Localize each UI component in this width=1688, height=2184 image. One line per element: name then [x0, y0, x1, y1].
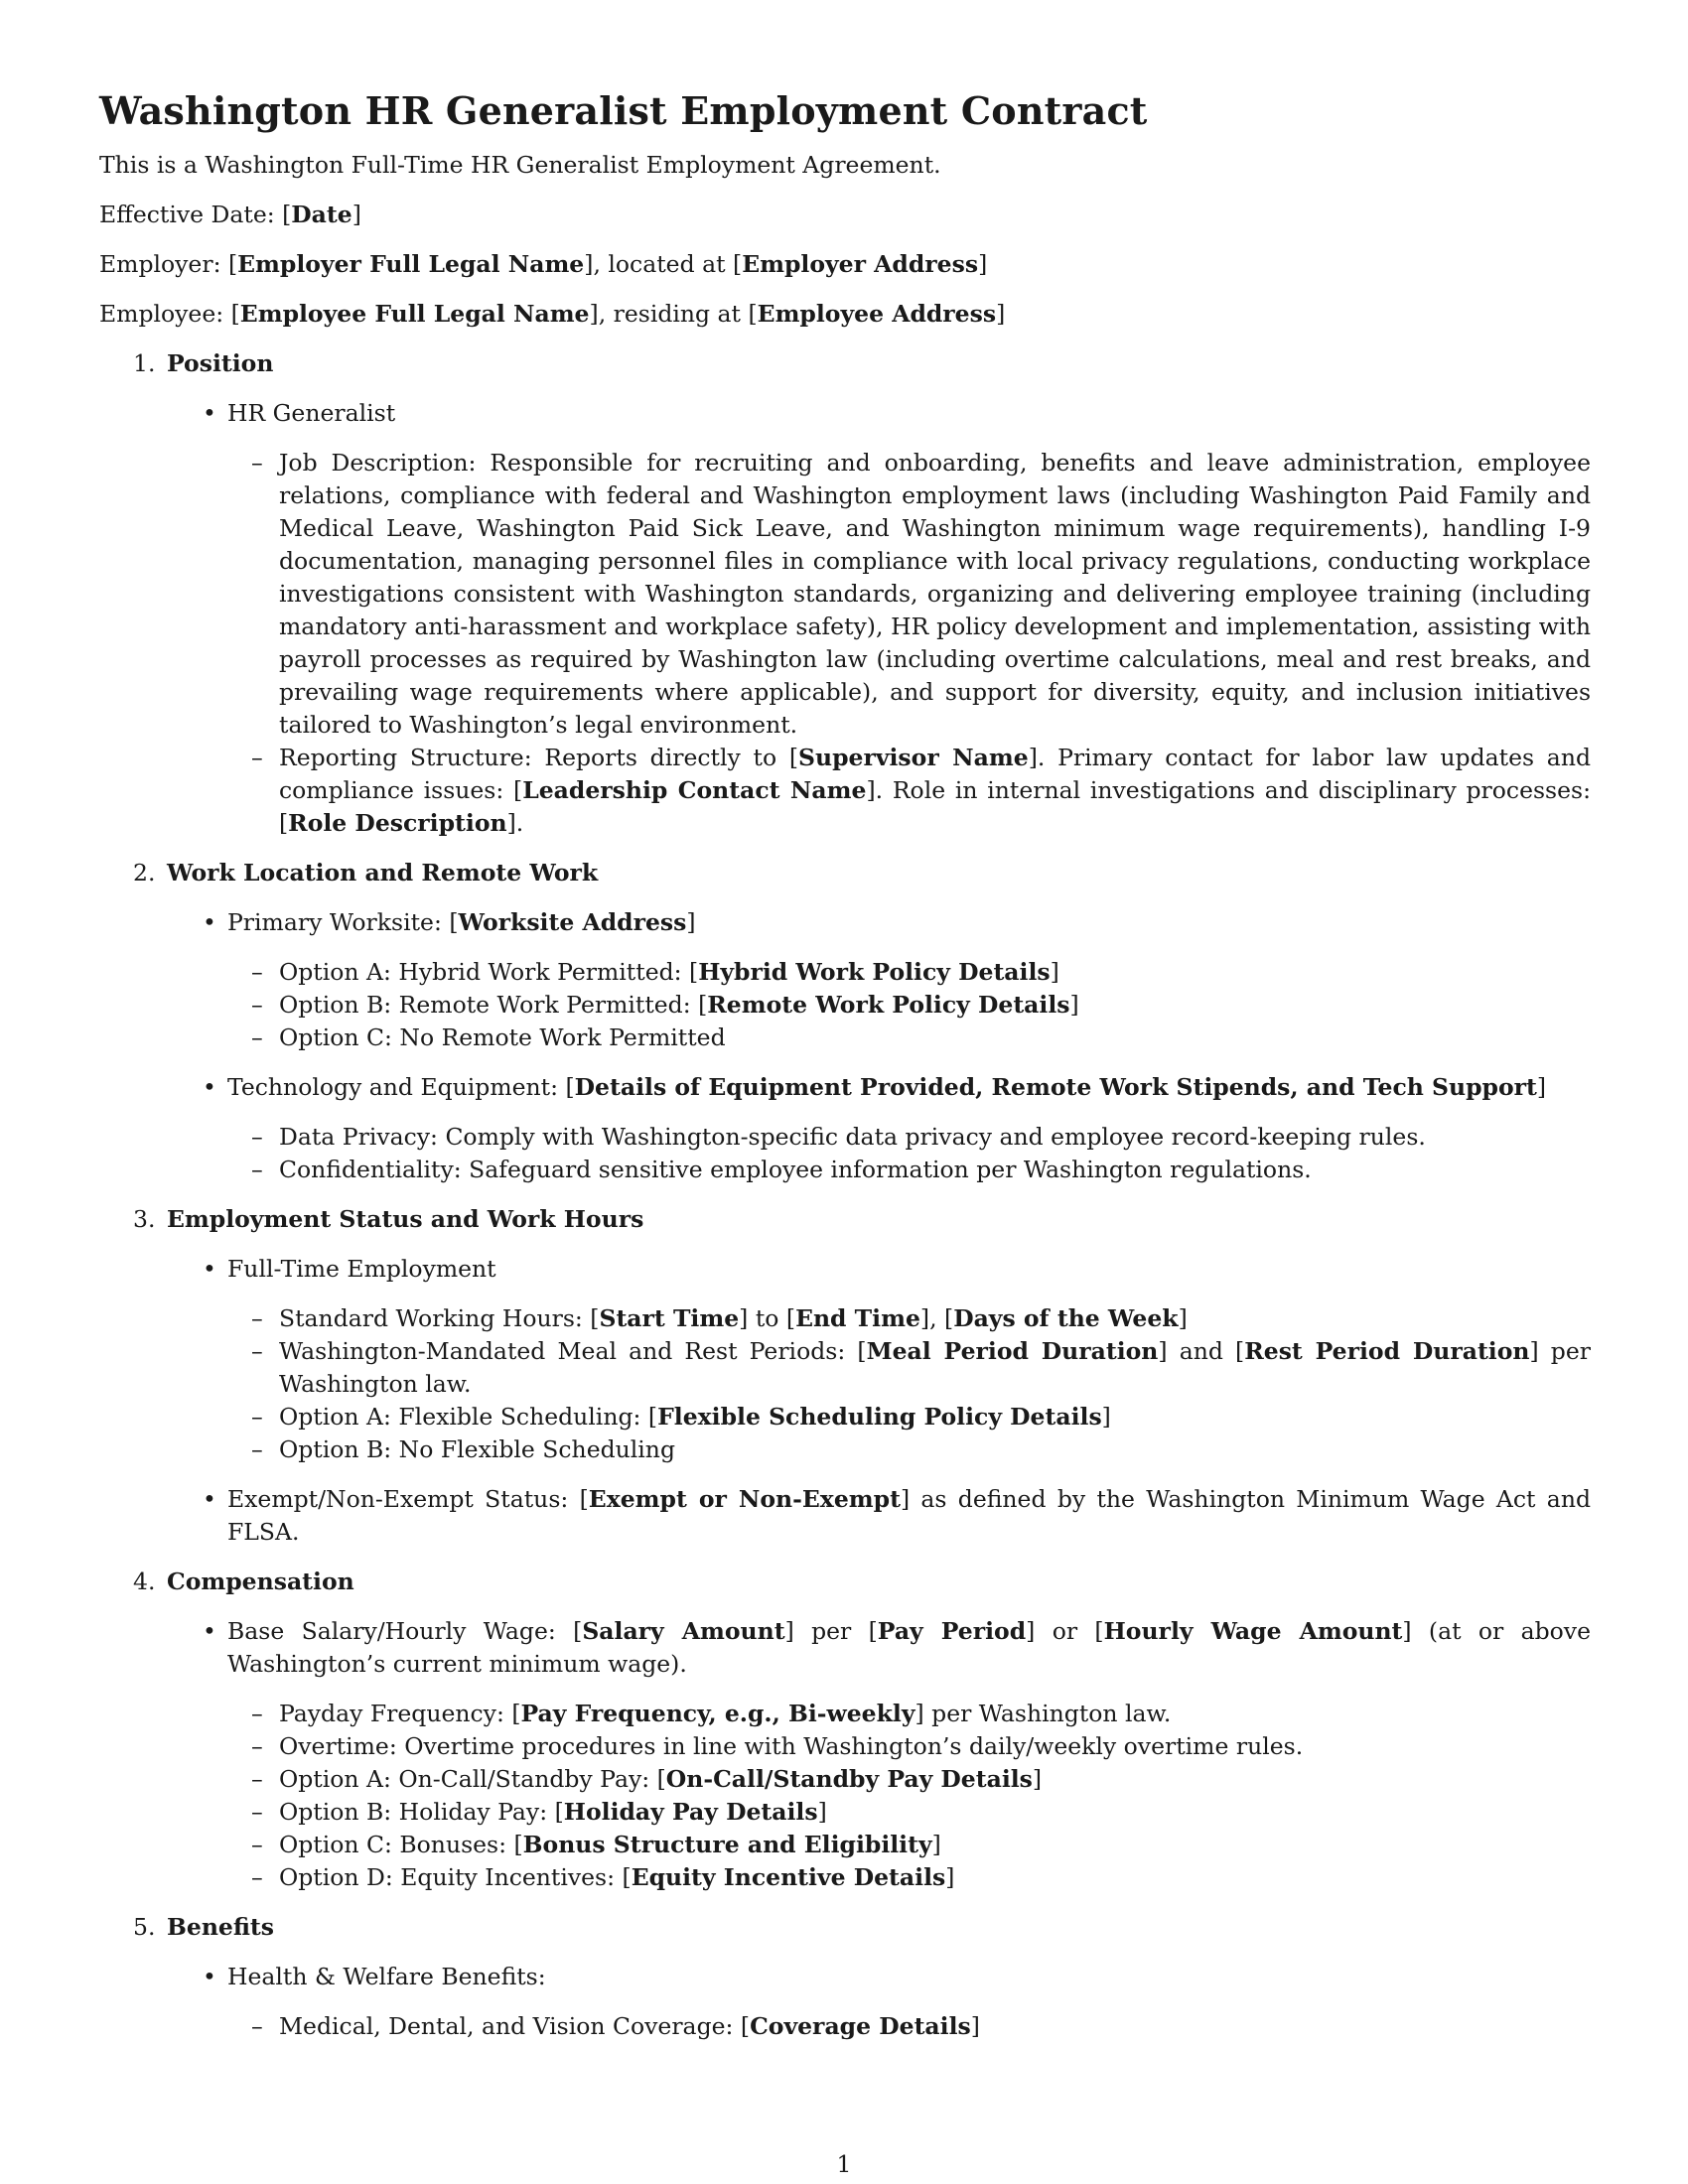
- dash-icon: –: [251, 1403, 263, 1431]
- section-employment-status: [99, 1203, 1591, 1549]
- list-item: – Standard Working Hours: [Start Time] to [End Time], [Days of the Week]: [227, 1302, 1591, 1335]
- employee-line: Employee: [Employee Full Legal Name], residing at [Employee Address]: [99, 300, 1006, 328]
- section-number: 2.: [133, 859, 156, 887]
- bullet-icon: •: [203, 1073, 216, 1101]
- list-item: – Payday Frequency: [Pay Frequency, e.g., Bi-weekly] per Washington law.: [227, 1698, 1591, 1730]
- dash-icon: –: [251, 1337, 263, 1365]
- bullet-item: • Health & Welfare Benefits: – Medical, Dental, and Vision Coverage: [Coverage Details]: [167, 1961, 1591, 2043]
- bullet-icon: •: [203, 1255, 216, 1283]
- list-item: – Option C: No Remote Work Permitted: [227, 1022, 1591, 1054]
- list-item: – Option A: Hybrid Work Permitted: [Hybrid Work Policy Details]: [227, 956, 1591, 989]
- section-title: Work Location and Remote Work: [167, 859, 599, 887]
- job-description: – Job Description: Responsible for recruiting and onboarding, benefits and leave administration, employee relations, compliance with federal and Washington employment laws (including Washington Paid Family and Medical Leave, Washington Paid Sick Leave, and Washington minimum wage requirements), handling I-9 documentation, managing personnel files in compliance with local privacy regulations, conducting workplace investigations consistent with Washington standards, organizing and delivering employee training (including mandatory anti-harassment and workplace safety), HR policy development and implementation, assisting with payroll processes as required by Washington law (including overtime calculations, meal and rest breaks, and prevailing wage requirements where applicable), and support for diversity, equity, and inclusion initiatives tailored to Washington’s legal environment.: [251, 449, 1591, 739]
- effective-date-placeholder: Date: [291, 201, 352, 228]
- contract-page: [99, 87, 1591, 2060]
- section-number: 4.: [133, 1568, 156, 1595]
- section-number: 1.: [133, 349, 156, 377]
- section-benefits: [99, 1911, 1591, 2043]
- bullet-item: • Full-Time Employment – Standard Working Hours: [Start Time] to [End Time], [Days of the Week] – Washington-Mandated Meal and Rest Periods: [Meal Period Duration] and [Rest Period Duration] per Washington law. – Option A: Flexible Scheduling: [Flexible Scheduling Policy Details] – Option B: No Flexible Scheduling: [167, 1253, 1591, 1466]
- section-number: 5.: [133, 1913, 156, 1941]
- employer-address-placeholder: Employer Address: [742, 250, 979, 278]
- dash-icon: –: [251, 1831, 263, 1858]
- list-item: – Option B: Holiday Pay: [Holiday Pay Details]: [227, 1796, 1591, 1829]
- bullet-item: • Base Salary/Hourly Wage: [Salary Amount] per [Pay Period] or [Hourly Wage Amount] (at or above Washington’s current minimum wage). – Payday Frequency: [Pay Frequency, e.g., Bi-weekly] per Washington law. – Overtime: Overtime procedures in line with Washington’s daily/weekly overtime rules. – Option A: On-Call/Standby Pay: [On-Call/Standby Pay Details] – Option B: Holiday Pay: [Holiday Pay Details] – Option C: Bonuses: [Bonus Structure and Eligibility] – Option D: Equity Incentives: [Equity Incentive Details]: [167, 1615, 1591, 1894]
- dash-icon: –: [251, 1024, 263, 1051]
- section-title: Position: [167, 349, 274, 377]
- bullet-icon: •: [203, 1485, 216, 1513]
- dash-icon: –: [251, 1863, 263, 1891]
- dash-icon: –: [251, 1798, 263, 1826]
- dash-icon: –: [251, 2012, 263, 2040]
- section-work-location: [99, 857, 1591, 1186]
- dash-icon: –: [251, 1156, 263, 1183]
- page-number: 1: [836, 2150, 852, 2178]
- list-item: – Option D: Equity Incentives: [Equity Incentive Details]: [227, 1861, 1591, 1894]
- dash-icon: –: [251, 1304, 263, 1332]
- section-list: [99, 347, 1591, 2043]
- effective-date-line: Effective Date: [Date]: [99, 201, 361, 228]
- list-item: – Option B: Remote Work Permitted: [Remote Work Policy Details]: [227, 989, 1591, 1022]
- list-item: – Washington-Mandated Meal and Rest Periods: [Meal Period Duration] and [Rest Period Duration] per Washington law.: [251, 1337, 1591, 1398]
- bullet-item: • Primary Worksite: [Worksite Address] – Option A: Hybrid Work Permitted: [Hybrid Work Policy Details] – Option B: Remote Work Permitted: [Remote Work Policy Details] – Option C: No Remote Work Permitted: [167, 906, 1591, 1054]
- list-item: – Option C: Bonuses: [Bonus Structure and Eligibility]: [227, 1829, 1591, 1861]
- section-title: Employment Status and Work Hours: [167, 1205, 644, 1233]
- list-item: – Medical, Dental, and Vision Coverage: [Coverage Details]: [227, 2010, 1591, 2043]
- reporting-structure: – Reporting Structure: Reports directly to [Supervisor Name]. Primary contact for labor law updates and compliance issues: [Leadership Contact Name]. Role in internal investigations and disciplinary processes: [Role Description].: [251, 744, 1591, 837]
- bullet-icon: •: [203, 399, 216, 427]
- employer-line: Employer: [Employer Full Legal Name], located at [Employer Address]: [99, 250, 988, 278]
- section-number: 3.: [133, 1205, 156, 1233]
- section-compensation: [99, 1566, 1591, 1894]
- employee-name-placeholder: Employee Full Legal Name: [239, 300, 590, 328]
- section-position: [99, 347, 1591, 840]
- dash-icon: –: [251, 1765, 263, 1793]
- section-title: Compensation: [167, 1568, 354, 1595]
- bullet-item: • HR Generalist – Job Description: Responsible for recruiting and onboarding, benefits and leave administration, employee relations, compliance with federal and Washington employment laws (including Washington Paid Family and Medical Leave, Washington Paid Sick Leave, and Washington minimum wage requirements), handling I-9 documentation, managing personnel files in compliance with local privacy regulations, conducting workplace investigations consistent with Washington standards, organizing and delivering employee training (including mandatory anti-harassment and workplace safety), HR policy development and implementation, assisting with payroll processes as required by Washington law (including overtime calculations, meal and rest breaks, and prevailing wage requirements where applicable), and support for diversity, equity, and inclusion initiatives tailored to Washington’s legal environment. – Reporting Structure: Reports directly to [Supervisor Name]. Primary contact for labor law updates and compliance issues: [Leadership Contact Name]. Role in internal investigations and disciplinary processes: [Role Description].: [167, 397, 1591, 840]
- bullet-icon: •: [203, 1963, 216, 1990]
- bullet-item: • Technology and Equipment: [Details of Equipment Provided, Remote Work Stipends, and Tech Support] – Data Privacy: Comply with Washington-specific data privacy and employee record-keeping rules. – Confidentiality: Safeguard sensitive employee information per Washington regulations.: [167, 1071, 1591, 1186]
- dash-icon: –: [251, 449, 263, 477]
- list-item: – Confidentiality: Safeguard sensitive employee information per Washington regulations.: [227, 1154, 1591, 1186]
- list-item: – Overtime: Overtime procedures in line with Washington’s daily/weekly overtime rules.: [227, 1730, 1591, 1763]
- document-title: Washington HR Generalist Employment Contract: [99, 88, 1148, 133]
- bullet-icon: •: [203, 908, 216, 936]
- section-title: Benefits: [167, 1913, 275, 1941]
- employee-address-placeholder: Employee Address: [757, 300, 997, 328]
- bullet-icon: •: [203, 1617, 216, 1645]
- dash-icon: –: [251, 744, 263, 771]
- list-item: – Option A: On-Call/Standby Pay: [On-Call/Standby Pay Details]: [227, 1763, 1591, 1796]
- dash-icon: –: [251, 1700, 263, 1727]
- intro-line: This is a Washington Full-Time HR Generalist Employment Agreement.: [99, 151, 941, 179]
- bullet-item: • Exempt/Non-Exempt Status: [Exempt or Non-Exempt] as defined by the Washington Minimum Wage Act and FLSA.: [203, 1485, 1591, 1546]
- dash-icon: –: [251, 958, 263, 986]
- list-item: – Data Privacy: Comply with Washington-specific data privacy and employee record-keeping rules.: [227, 1121, 1591, 1154]
- dash-icon: –: [251, 1435, 263, 1463]
- dash-icon: –: [251, 1732, 263, 1760]
- dash-icon: –: [251, 991, 263, 1019]
- list-item: – Option A: Flexible Scheduling: [Flexible Scheduling Policy Details]: [227, 1401, 1591, 1433]
- list-item: – Option B: No Flexible Scheduling: [227, 1433, 1591, 1466]
- dash-icon: –: [251, 1123, 263, 1151]
- employer-name-placeholder: Employer Full Legal Name: [237, 250, 585, 278]
